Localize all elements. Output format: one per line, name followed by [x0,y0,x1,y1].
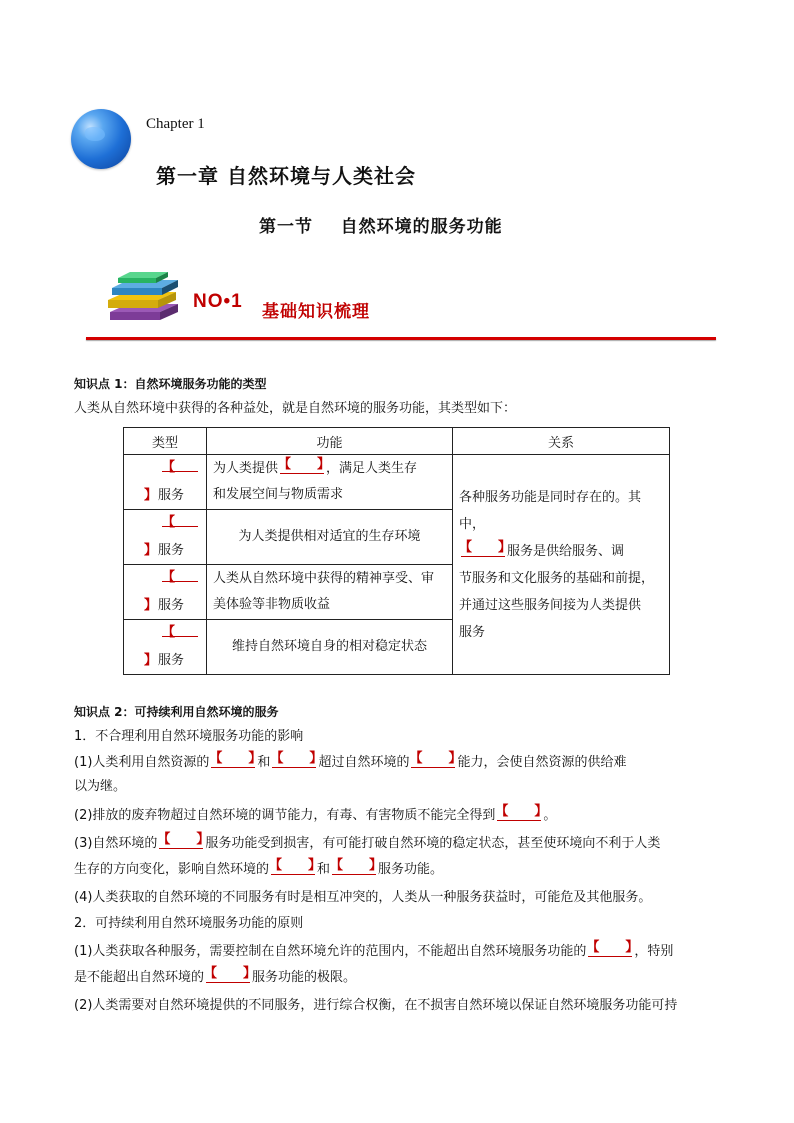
kp2-subheading-2: 2．可持续利用自然环境服务功能的原则 [74,916,304,931]
paragraph-4: (4)人类获取的自然环境的不同服务有时是相互冲突的，人类从一种服务获益时，可能危及其他服务。 [74,890,652,905]
type-label: 】 服务 [144,484,184,503]
paragraph-3-cont: 生存的方向变化，影响自然环境的【 】 和【 】 服务功能。 [74,858,443,881]
table-header-function: 功能 [207,428,453,455]
chapter-title: 第一章 自然环境与人类社会 [156,164,416,188]
table-row [124,455,670,510]
answer-blank[interactable] [162,567,198,582]
paragraph-5-cont: 是不能超出自然环境的【 】 服务功能的极限。 [74,966,356,989]
answer-blank[interactable] [497,807,541,821]
kp1-intro: 人类从自然环境中获得的各种益处，就是自然环境的服务功能，其类型如下： [74,401,517,416]
section-name: 基础知识梳理 [262,302,370,322]
paragraph-3: (3)自然环境的【 】 服务功能受到损害，有可能打破自然环境的稳定状态，甚至使环境向不利于人类 [74,832,660,855]
books-icon [104,268,182,326]
chapter-label: Chapter 1 [146,116,205,132]
answer-blank[interactable] [411,754,455,768]
answer-blank[interactable] [211,754,255,768]
type-label: 】 服务 [144,539,184,558]
answer-blank[interactable] [280,460,324,474]
answer-blank[interactable] [162,622,198,637]
answer-blank[interactable] [162,457,198,472]
paragraph-2: (2)排放的废弃物超过自然环境的调节能力，有毒、有害物质不能完全得到【 】 。 [74,804,556,827]
answer-blank[interactable] [206,969,250,983]
kp2-subheading-1: 1．不合理利用自然环境服务功能的影响 [74,729,304,744]
table-header-type: 类型 [124,428,207,455]
type-label: 】 服务 [144,649,184,668]
function-cell: 为人类提供相对适宜的生存环境 [207,510,453,565]
globe-icon [71,109,131,169]
answer-blank[interactable] [271,861,315,875]
relation-cell: 各种服务功能是同时存在的。其中， 【 】服务是供给服务、调 节服务和文化服务的基础和前提， 并通过这些服务间接为人类提供 服务 [453,455,670,675]
paragraph-6: (2)人类需要对自然环境提供的不同服务，进行综合权衡，在不损害自然环境以保证自然环境服务功能可持 [74,998,678,1013]
kp2-title: 知识点 2：可持续利用自然环境的服务 [74,705,279,719]
type-label: 】 服务 [144,594,184,613]
function-cell: 为人类提供【 】 ，满足人类生存 和发展空间与物质需求 [207,455,453,510]
function-cell: 维持自然环境自身的相对稳定状态 [207,620,453,675]
paragraph-1-cont: 以为继。 [74,779,127,794]
answer-blank[interactable] [588,943,632,957]
banner-divider [86,337,716,340]
service-types-table [123,427,670,675]
section-title: 第一节 自然环境的服务功能 [259,217,503,237]
kp1-title: 知识点 1：自然环境服务功能的类型 [74,377,267,391]
answer-blank[interactable] [162,512,198,527]
table-header-relation: 关系 [453,428,670,455]
function-cell: 人类从自然环境中获得的精神享受、审 美体验等非物质收益 [207,565,453,620]
answer-blank[interactable] [332,861,376,875]
paragraph-1: (1)人类利用自然资源的【 】 和【 】 超过自然环境的【 】 能力，会使自然资源的供给难 [74,751,626,774]
section-number: NO•1 [193,291,243,312]
paragraph-5: (1)人类获取各种服务，需要控制在自然环境允许的范围内，不能超出自然环境服务功能的【 】 ，特别 [74,940,673,963]
answer-blank[interactable] [159,835,203,849]
answer-blank[interactable] [272,754,316,768]
answer-blank[interactable] [461,543,505,557]
